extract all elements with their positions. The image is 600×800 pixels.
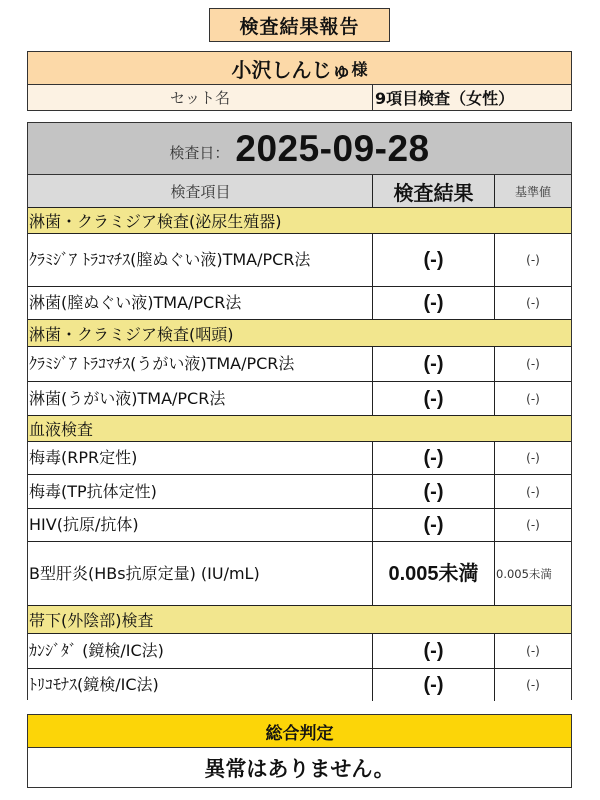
item-result: 0.005未満	[373, 542, 495, 605]
item-name: 淋菌(うがい液)TMA/PCR法	[28, 382, 373, 415]
table-row	[28, 634, 571, 669]
item-reference: 0.005未満	[496, 566, 552, 581]
item-result: (-)	[373, 382, 495, 415]
item-result: (-)	[373, 234, 495, 286]
table-row	[28, 287, 571, 320]
set-value: 9項目検査（女性）	[375, 89, 515, 108]
overall-judgment-value: 異常はありません。	[28, 748, 571, 787]
item-name: 淋菌(膣ぬぐい液)TMA/PCR法	[28, 287, 373, 319]
test-date-row	[28, 123, 571, 175]
set-label: セット名	[28, 85, 373, 110]
item-name: ｶﾝｼﾞﾀﾞ (鏡検/IC法)	[28, 634, 373, 668]
item-reference: (-)	[526, 518, 540, 532]
item-result: (-)	[373, 634, 495, 668]
item-reference: (-)	[526, 357, 540, 371]
category-row: 淋菌・クラミジア検査(泌尿生殖器)	[28, 208, 571, 234]
table-row	[28, 542, 571, 606]
item-name: 梅毒(TP抗体定性)	[28, 475, 373, 508]
item-reference: (-)	[526, 451, 540, 465]
table-row	[28, 669, 571, 701]
item-result: (-)	[373, 475, 495, 508]
header-item: 検査項目	[28, 175, 373, 207]
results-table	[27, 122, 572, 700]
item-name: ｸﾗﾐｼﾞｱ ﾄﾗｺﾏﾁｽ(うがい液)TMA/PCR法	[28, 347, 373, 381]
overall-judgment-label: 総合判定	[28, 715, 571, 748]
item-result: (-)	[373, 509, 495, 541]
set-row	[28, 85, 571, 110]
test-date-value: 2025-09-28	[235, 127, 430, 169]
category-row: 帯下(外陰部)検査	[28, 606, 571, 634]
category-row: 淋菌・クラミジア検査(咽頭)	[28, 320, 571, 347]
honorific: 様	[351, 59, 368, 79]
patient-info	[27, 51, 572, 111]
item-name: 梅毒(RPR定性)	[28, 442, 373, 474]
header-result: 検査結果	[373, 175, 495, 207]
item-result: (-)	[373, 442, 495, 474]
table-row	[28, 234, 571, 287]
item-reference: (-)	[526, 678, 540, 692]
item-result: (-)	[373, 287, 495, 319]
item-name: ﾄﾘｺﾓﾅｽ(鏡検/IC法)	[28, 669, 373, 701]
table-header	[28, 175, 571, 208]
table-row	[28, 382, 571, 416]
table-row	[28, 347, 571, 382]
item-name: ｸﾗﾐｼﾞｱ ﾄﾗｺﾏﾁｽ(膣ぬぐい液)TMA/PCR法	[28, 234, 373, 286]
category-row: 血液検査	[28, 416, 571, 442]
item-result: (-)	[373, 669, 495, 701]
test-date-label: 検査日：	[169, 144, 230, 162]
patient-name: 小沢しんじゅ	[231, 57, 352, 82]
item-name: B型肝炎(HBs抗原定量) (IU/mL)	[28, 542, 373, 605]
item-name: HIV(抗原/抗体)	[28, 509, 373, 541]
overall-judgment	[27, 714, 572, 788]
item-result: (-)	[373, 347, 495, 381]
item-reference: (-)	[526, 296, 540, 310]
table-row	[28, 442, 571, 475]
table-row	[28, 509, 571, 542]
item-reference: (-)	[526, 644, 540, 658]
item-reference: (-)	[526, 391, 540, 406]
item-reference: (-)	[526, 253, 540, 267]
item-reference: (-)	[526, 484, 540, 499]
report-title: 検査結果報告	[209, 8, 390, 42]
table-row	[28, 475, 571, 509]
header-reference: 基準値	[514, 184, 551, 199]
patient-name-row	[28, 52, 571, 85]
